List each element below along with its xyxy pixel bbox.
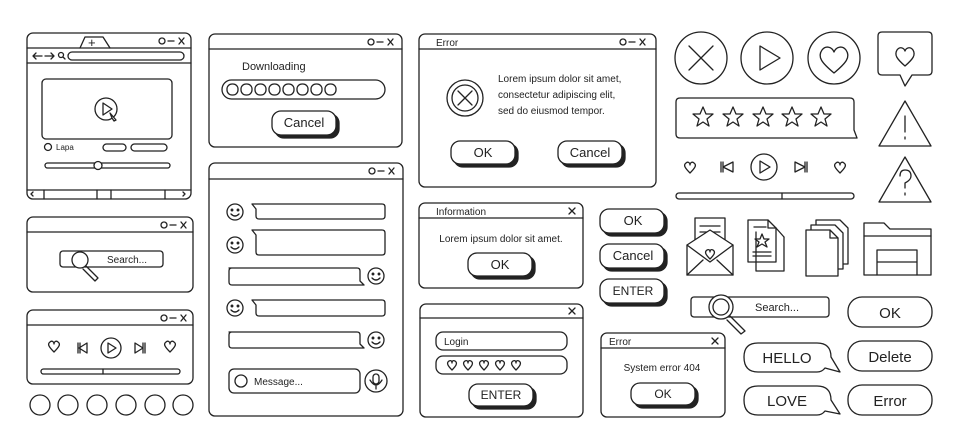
- slider-thumb[interactable]: [94, 162, 102, 170]
- error-window: [419, 34, 656, 187]
- download-title: Downloading: [242, 61, 306, 73]
- radio-circles: [30, 395, 193, 415]
- close-circle-icon[interactable]: [675, 32, 727, 84]
- cancel-button-label: Cancel: [283, 115, 325, 130]
- cancel-button-label: Cancel: [612, 248, 654, 263]
- search-bar[interactable]: [691, 295, 829, 334]
- system-error-window: [601, 333, 725, 417]
- hello-bubble: [744, 343, 840, 372]
- delete-button-label: Delete: [868, 349, 912, 366]
- rating-bar: [676, 98, 857, 138]
- warning-icon: [879, 101, 931, 146]
- error-message-line2: consectetur adipiscing elit,: [498, 90, 616, 101]
- chat-window: [209, 163, 403, 416]
- stacked-buttons: [600, 209, 667, 306]
- heart-circle-icon[interactable]: [808, 32, 860, 84]
- search-bar-text: Search...: [754, 302, 800, 314]
- documents-icon: [806, 220, 848, 276]
- radio-label: Lapa: [56, 143, 74, 152]
- ok-big-button-label: OK: [879, 305, 901, 322]
- system-error-message: System error 404: [623, 363, 701, 374]
- music-player: [676, 154, 854, 199]
- error-message-line1: Lorem ipsum dolor sit amet,: [498, 74, 622, 85]
- ok-button-label: OK: [473, 145, 493, 160]
- envelope-document-icon: [687, 218, 733, 275]
- favorite-document-icon: [748, 220, 784, 271]
- ok-button-label: OK: [623, 213, 643, 228]
- info-message: Lorem ipsum dolor sit amet.: [439, 234, 563, 245]
- heart-icon[interactable]: [835, 162, 846, 173]
- play-circle-icon[interactable]: [741, 32, 793, 84]
- download-window: [209, 34, 402, 147]
- question-icon: [879, 157, 931, 202]
- message-placeholder: Message...: [254, 377, 303, 388]
- info-window-title: Information: [436, 207, 487, 218]
- enter-button-label: ENTER: [612, 284, 654, 298]
- heart-bubble-icon[interactable]: [878, 32, 932, 86]
- rewind-icon[interactable]: [721, 162, 733, 172]
- error-icon: [447, 80, 483, 116]
- folder-icon[interactable]: [864, 223, 931, 275]
- login-field-label: Login: [444, 337, 469, 348]
- login-window: [420, 304, 583, 417]
- cancel-button-label: Cancel: [569, 145, 611, 160]
- progress-bar[interactable]: [676, 193, 854, 199]
- information-window: [419, 203, 583, 288]
- love-text: LOVE: [766, 393, 808, 410]
- browser-window: [27, 33, 191, 199]
- ok-button-label: OK: [654, 387, 672, 401]
- new-tab-icon[interactable]: +: [88, 35, 96, 50]
- search-window: [27, 217, 193, 292]
- enter-button-label: ENTER: [480, 388, 522, 402]
- hello-text: HELLO: [762, 350, 812, 367]
- big-buttons: [848, 297, 932, 415]
- system-error-title: Error: [609, 337, 632, 348]
- error-window-title: Error: [436, 38, 459, 49]
- media-player-window: [27, 310, 193, 384]
- fast-forward-icon[interactable]: [795, 162, 807, 172]
- ok-button-label: OK: [490, 257, 510, 272]
- error-message-line3: sed do eiusmod tempor.: [498, 106, 605, 117]
- error-button-label: Error: [873, 393, 907, 410]
- magnifier-icon: [709, 295, 745, 334]
- love-bubble: [744, 386, 840, 415]
- play-icon[interactable]: [751, 154, 777, 180]
- heart-icon[interactable]: [685, 162, 696, 173]
- star-rating[interactable]: [693, 107, 831, 126]
- search-input-text: Search...: [107, 255, 148, 266]
